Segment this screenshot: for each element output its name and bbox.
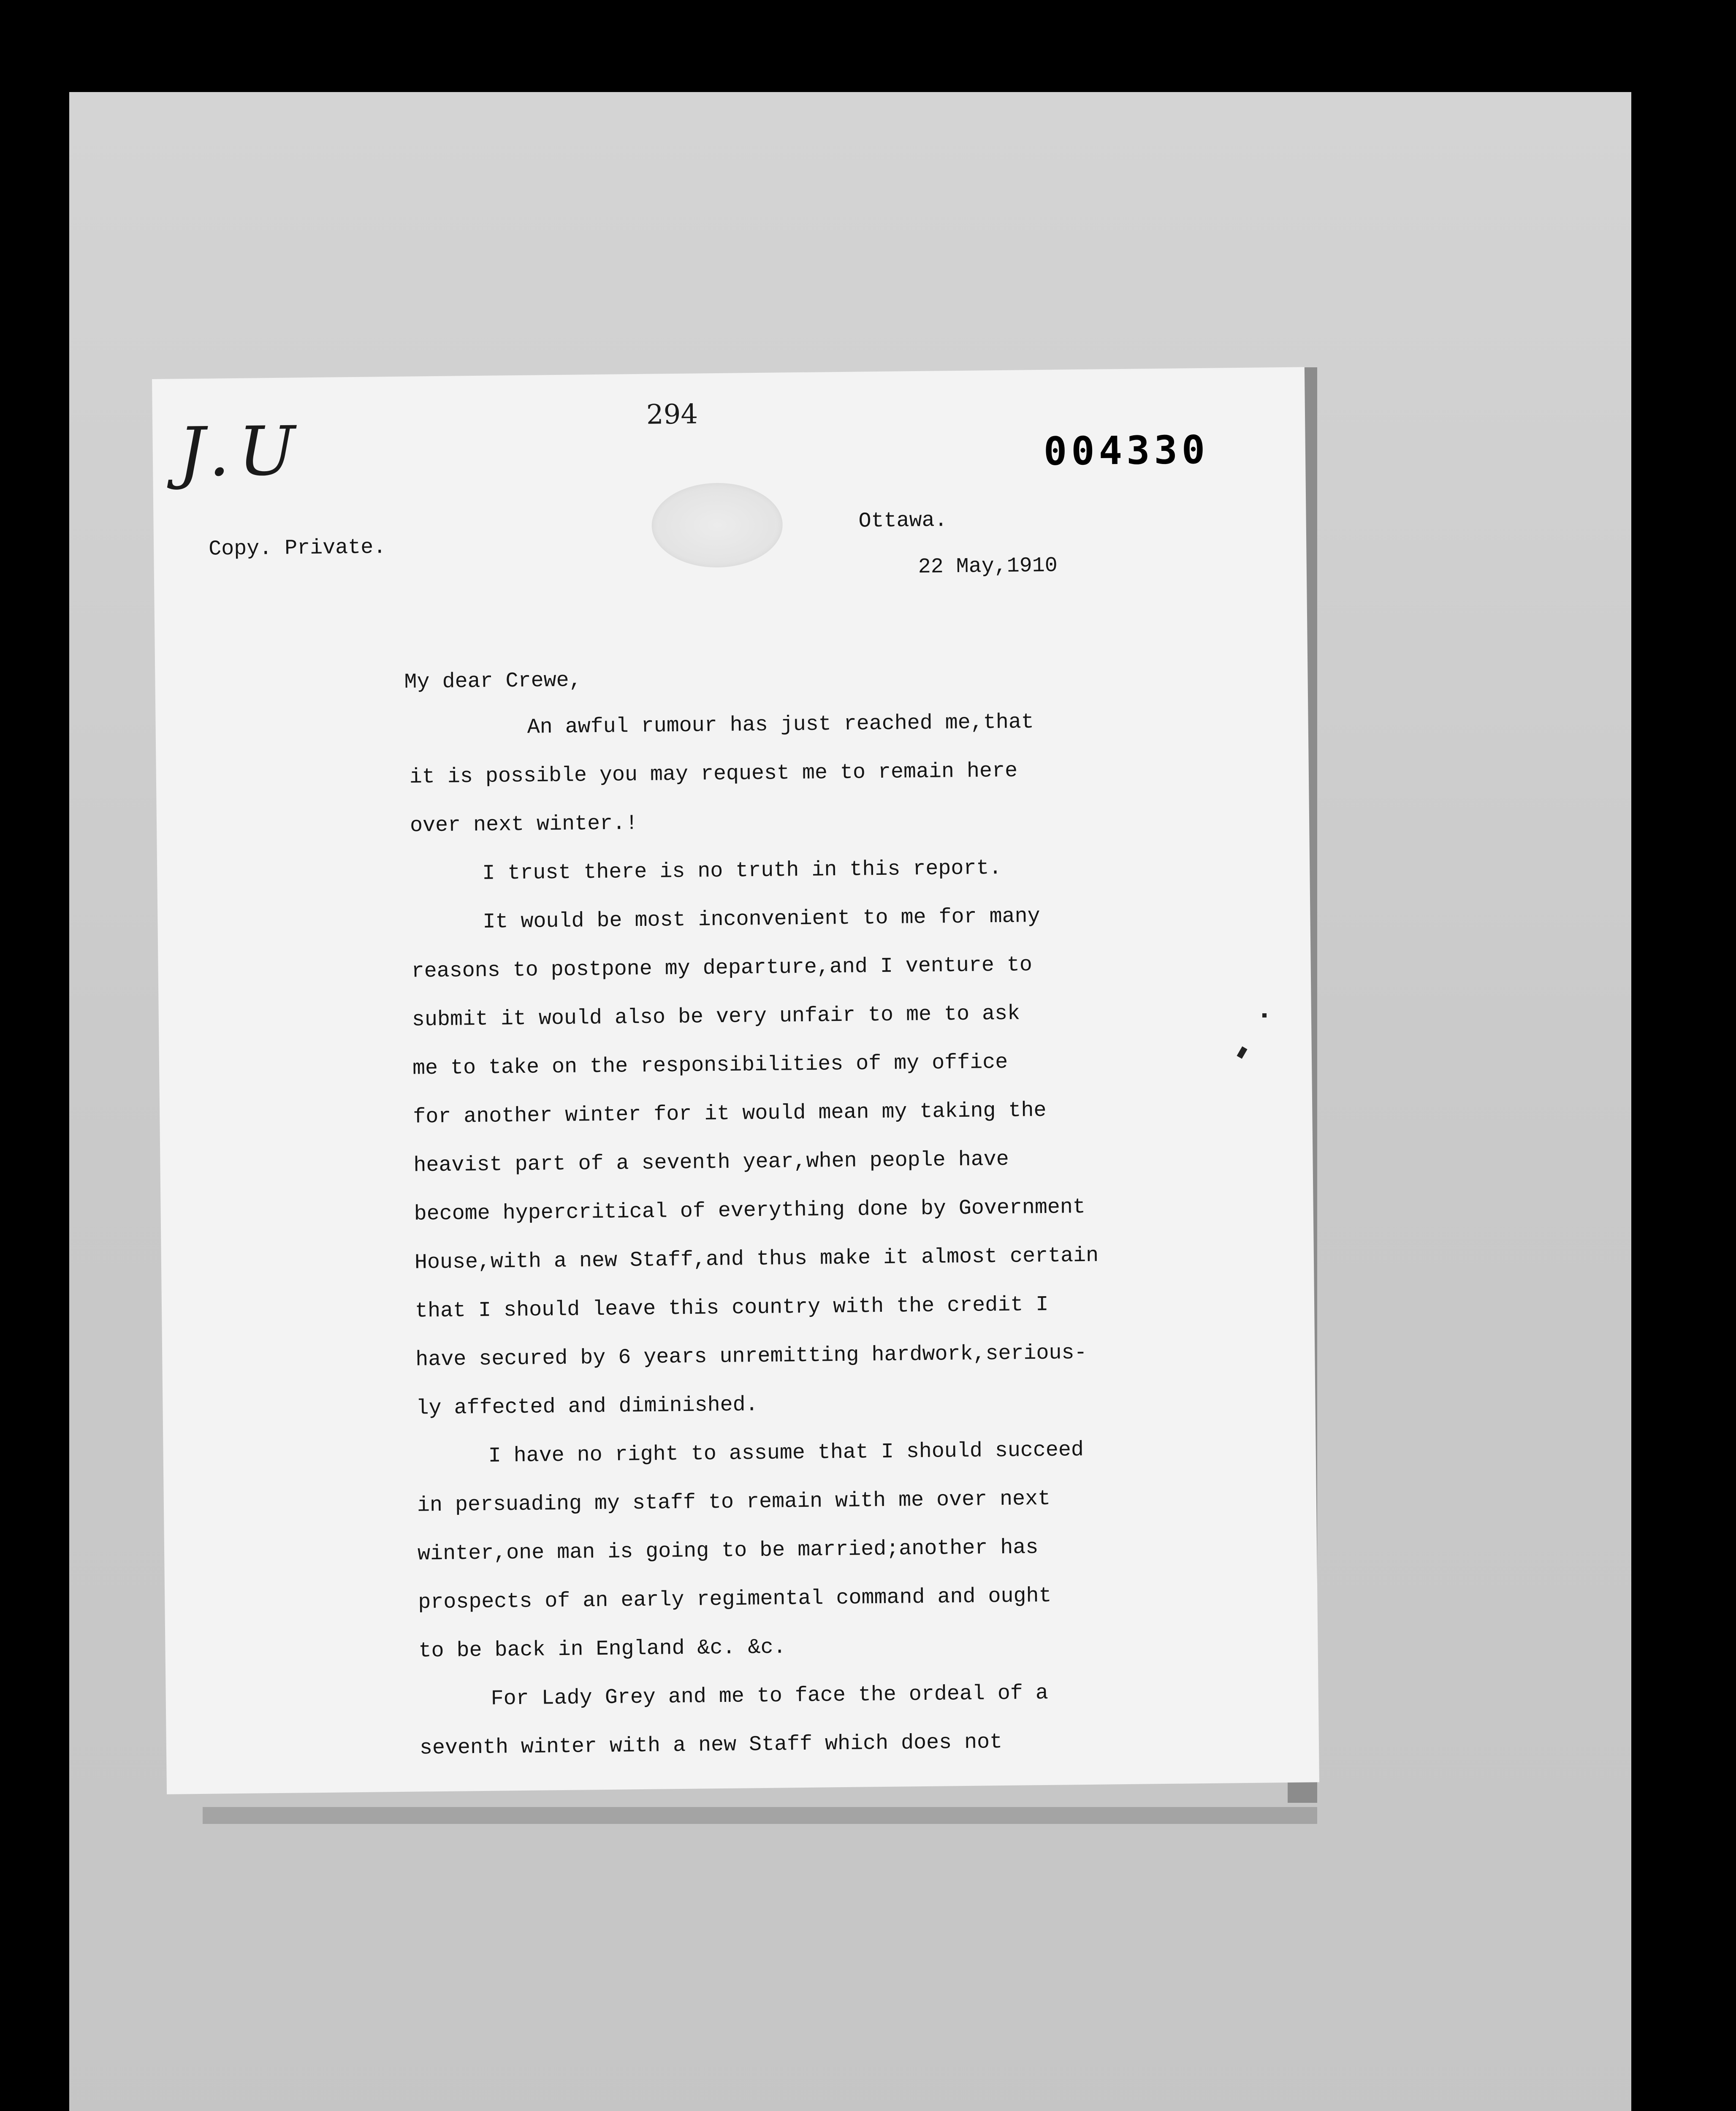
margin-mark	[1262, 1013, 1267, 1018]
heading-left: Copy. Private.	[208, 535, 386, 562]
body-line: me to take on the responsibilities of my office	[412, 1050, 1008, 1081]
body-line: prospects of an early regimental command and ought	[418, 1584, 1052, 1615]
body-line: over next winter.!	[410, 811, 638, 838]
body-line: for another winter for it would mean my taking the	[413, 1098, 1047, 1129]
place: Ottawa.	[858, 508, 947, 534]
body-line: become hypercritical of everything done by Government	[414, 1195, 1086, 1226]
body-line: winter,one man is going to be married;another has	[417, 1536, 1039, 1566]
body-line: to be back in England &c. &c.	[418, 1635, 786, 1663]
body-line: in persuading my staff to remain with me over next	[417, 1487, 1051, 1518]
body-line: reasons to postpone my departure,and I venture to	[411, 953, 1033, 984]
body-line: submit it would also be very unfair to me to ask	[412, 1001, 1020, 1032]
body-line: For Lady Grey and me to face the ordeal of a	[491, 1681, 1049, 1711]
body-line: I trust there is no truth in this report.	[482, 856, 1002, 886]
body-line: seventh winter with a new Staff which does not	[419, 1730, 1003, 1761]
card-shadow-bottom	[203, 1807, 1317, 1824]
salutation: My dear Crewe,	[404, 668, 582, 695]
body-line: ly affected and diminished.	[416, 1393, 758, 1421]
body-line: It would be most inconvenient to me for many	[483, 904, 1040, 934]
body-line: it is possible you may request me to remain here	[409, 759, 1018, 790]
handwritten-initials: J.U	[177, 411, 304, 492]
embossed-seal-icon	[651, 482, 783, 568]
date: 22 May,1910	[918, 554, 1058, 580]
body-line: House,with a new Staff,and thus make it almost certain	[414, 1243, 1099, 1275]
stamp-number: 004330	[1043, 427, 1210, 474]
body-line: An awful rumour has just reached me,that	[527, 710, 1034, 740]
body-line: I have no right to assume that I should succeed	[488, 1438, 1084, 1468]
body-line: that I should leave this country with the credit I	[415, 1292, 1049, 1324]
letter-page	[152, 367, 1319, 1794]
folio-number: 294	[646, 399, 698, 431]
body-line: have secured by 6 years unremitting hardwork,serious-	[415, 1340, 1087, 1372]
body-line: heavist part of a seventh year,when people have	[413, 1147, 1009, 1178]
